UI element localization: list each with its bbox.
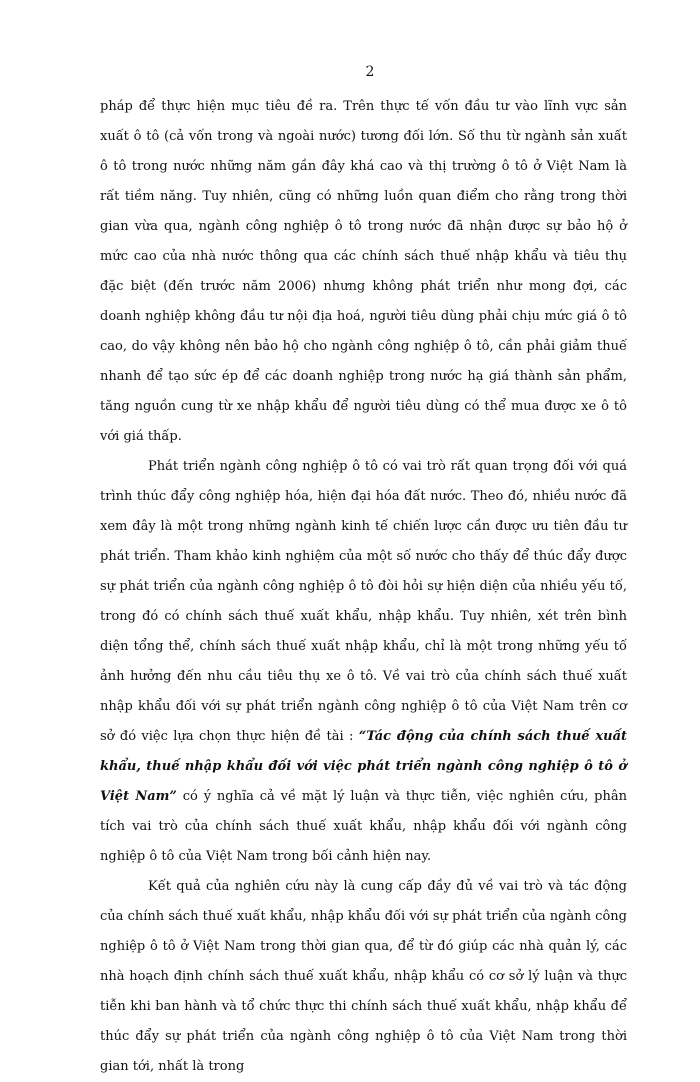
- paragraph-3: Kết quả của nghiên cứu này là cung cấp đầy đủ về vai trò và tác động của chính sách thuế xuất khẩu, nhập khẩu đối với sự phát triển của ngành công nghiệp ô tô ở Việt Nam trong thời gian qua, để từ đó giúp các nhà quản lý, các nhà hoạch định chính sách thuế xuất khẩu, nhập khẩu có cơ sở lý luận và thực tiễn khi ban hành và tổ chức thực thi chính sách thuế xuất khẩu, nhập khẩu để thúc đẩy sự phát triển của ngành công nghiệp ô tô của Việt Nam trong thời gian tới, nhất là trong: [100, 879, 627, 1074]
- paragraph-1: pháp để thực hiện mục tiêu đề ra. Trên thực tế vốn đầu tư vào lĩnh vực sản xuất ô tô (cả vốn trong và ngoài nước) tương đối lớn. Số thu từ ngành sản xuất ô tô trong nước những năm gần đây khá cao và thị trường ô tô ở Việt Nam là rất tiềm năng. Tuy nhiên, cũng có những luồn quan điểm cho rằng trong thời gian vừa qua, ngành công nghiệp ô tô trong nước đã nhận được sự bảo hộ ở mức cao của nhà nước thông qua các chính sách thuế nhập khẩu và tiêu thụ đặc biệt (đến trước năm 2006) nhưng không phát triển như mong đợi, các doanh nghiệp không đầu tư nội địa hoá, người tiêu dùng phải chịu mức giá ô tô cao, do vậy không nên bảo hộ cho ngành công nghiệp ô tô, cần phải giảm thuế nhanh để tạo sức ép để các doanh nghiệp trong nước hạ giá thành sản phẩm, tăng nguồn cung từ xe nhập khẩu để người tiêu dùng có thể mua được xe ô tô với giá thấp.: [100, 99, 627, 444]
- paragraph-2-text-before: Phát triển ngành công nghiệp ô tô có vai trò rất quan trọng đối với quá trình thúc đẩy công nghiệp hóa, hiện đại hóa đất nước. Theo đó, nhiều nước đã xem đây là một trong những ngành kinh tế chiến lược cần được ưu tiên đầu tư phát triển. Tham khảo kinh nghiệm của một số nước cho thấy để thúc đẩy được sự phát triển của ngành công nghiệp ô tô đòi hỏi sự hiện diện của nhiều yếu tố, trong đó có chính sách thuế xuất khẩu, nhập khẩu. Tuy nhiên, xét trên bình diện tổng thể, chính sách thuế xuất nhập khẩu, chỉ là một trong những yếu tố ảnh hưởng đến nhu cầu tiêu thụ xe ô tô. Về vai trò của chính sách thuế xuất nhập khẩu đối với sự phát triển ngành công nghiệp ô tô của Việt Nam trên cơ sở đó việc lựa chọn thực hiện đề tài :: [100, 459, 627, 744]
- thesis-title: “Tác động của chính sách thuế xuất khẩu, thuế nhập khẩu đối với việc phát triển ngành công nghiệp ô tô ở Việt Nam”: [100, 729, 627, 804]
- body-text: [100, 92, 627, 1082]
- page-number: 2: [365, 64, 375, 80]
- paragraph-2: [100, 452, 627, 872]
- paragraph-2-text-after: có ý nghĩa cả về mặt lý luận và thực tiễn, việc nghiên cứu, phân tích vai trò của chính sách thuế xuất khẩu, nhập khẩu đối với ngành công nghiệp ô tô của Việt Nam trong bối cảnh hiện nay.: [100, 789, 628, 864]
